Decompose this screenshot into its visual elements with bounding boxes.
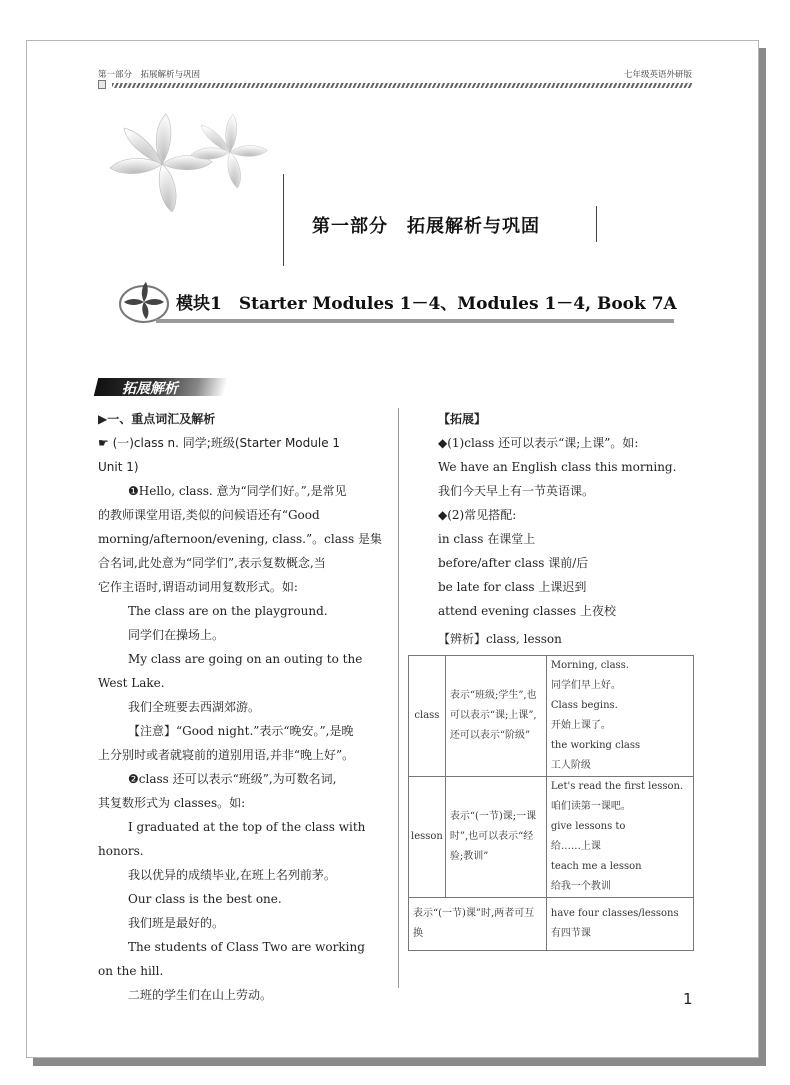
example-line: the working class [550, 740, 641, 751]
collocation: before/after class 课前/后 [438, 556, 589, 570]
table-cell-meaning: 表示“(一节)课;一课时”,也可以表示“经验;教训” [445, 777, 546, 898]
example-line: Class begins. [550, 700, 618, 711]
table-row [409, 656, 694, 777]
note-text: 【注意】“Good night.”表示“晚安。”,是晚 [128, 724, 354, 738]
heading-vocab: ▶一、重点词汇及解析 [98, 412, 216, 426]
example-line: 给……上课 [550, 841, 601, 852]
example-en: We have an English class this morning. [438, 460, 677, 474]
example-line: give lessons to [550, 821, 626, 832]
collocation: be late for class 上课迟到 [438, 580, 587, 594]
header-dashed-rule [112, 83, 692, 88]
heading-extension: 【拓展】 [438, 412, 487, 426]
heading-discrimination: 【辨析】class, lesson [438, 632, 562, 646]
example-line: teach me a lesson [550, 861, 642, 872]
section-tag [96, 376, 226, 398]
table-cell-footer-left: 表示“(一节)课”时,两者可互换 [409, 898, 547, 951]
example-zh: 我们班是最好的。 [128, 916, 225, 930]
example-en: Our class is the best one. [128, 892, 282, 906]
flower-decoration-icon [100, 112, 290, 222]
text-line: ◆(2)常见搭配: [438, 508, 517, 522]
example-line: 有四节课 [550, 928, 591, 939]
example-line: 工人阶级 [550, 760, 591, 771]
column-divider [398, 408, 399, 988]
example-en: The students of Class Two are working [128, 940, 365, 954]
example-en-cont: honors. [98, 844, 144, 858]
text-line: 其复数形式为 classes。如: [98, 796, 246, 810]
header-marker [98, 80, 106, 89]
text-line: 的教师课堂用语,类似的问候语还有“Good [98, 508, 320, 522]
table-row [409, 777, 694, 898]
table-cell-word: lesson [409, 777, 446, 898]
page-number: 1 [683, 990, 693, 1008]
note-text-cont: 上分别时或者就寝前的道别用语,并非“晚上好”。 [98, 748, 355, 762]
section-tag-label: 拓展解析 [122, 381, 178, 397]
example-line: Let's read the first lesson. [550, 781, 684, 792]
example-line: 咱们读第一课吧。 [550, 801, 631, 812]
part-title: 第一部分 拓展解析与巩固 [312, 216, 540, 237]
text-line: 合名词,此处意为“同学们”,表示复数概念,当 [98, 556, 326, 570]
example-line: 同学们早上好。 [550, 680, 621, 691]
table-cell-examples [546, 777, 693, 898]
title-rule-right [596, 206, 597, 242]
example-zh: 我们今天早上有一节英语课。 [438, 484, 595, 498]
entry-class-cont: Unit 1) [98, 460, 139, 474]
example-zh: 我们全班要去西湖郊游。 [128, 700, 261, 714]
header-left: 第一部分 拓展解析与巩固 [98, 70, 201, 80]
example-en-cont: on the hill. [98, 964, 164, 978]
example-en: My class are going on an outing to the [128, 652, 363, 666]
module-underline [156, 319, 674, 323]
table-cell-examples [546, 656, 693, 777]
collocation: in class 在课堂上 [438, 532, 536, 546]
module-title: 模块1 Starter Modules 1－4、Modules 1－4, Book 7A [176, 294, 677, 314]
table-cell-meaning: 表示“班级;学生”,也可以表示“课;上课”,还可以表示“阶级” [445, 656, 546, 777]
example-en: The class are on the playground. [128, 604, 328, 618]
example-line: Morning, class. [550, 660, 629, 671]
table-cell-footer-right [546, 898, 693, 951]
comparison-table [408, 655, 694, 951]
text-line: ❶Hello, class. 意为“同学们好。”,是常见 [128, 484, 347, 498]
text-line: 它作主语时,谓语动词用复数形式。如: [98, 580, 298, 594]
example-en-cont: West Lake. [98, 676, 165, 690]
text-line: ❷class 还可以表示“班级”,为可数名词, [128, 772, 337, 786]
example-line: 给我一个教训 [550, 881, 611, 892]
text-line: ◆(1)class 还可以表示“课;上课”。如: [438, 436, 639, 450]
entry-class: ☛ (一)class n. 同学;班级(Starter Module 1 [98, 436, 341, 450]
title-rule-left [283, 174, 284, 266]
collocation: attend evening classes 上夜校 [438, 604, 617, 618]
example-zh: 同学们在操场上。 [128, 628, 225, 642]
example-line: 开始上课了。 [550, 720, 611, 731]
example-line: have four classes/lessons [550, 908, 679, 919]
example-en: I graduated at the top of the class with [128, 820, 366, 834]
example-zh: 我以优异的成绩毕业,在班上名列前茅。 [128, 868, 336, 882]
header-right: 七年级英语外研版 [623, 70, 692, 80]
table-row [409, 898, 694, 951]
example-zh: 二班的学生们在山上劳动。 [128, 988, 273, 1002]
table-cell-word: class [409, 656, 446, 777]
text-line: morning/afternoon/evening, class.”。class 是集 [98, 532, 382, 546]
